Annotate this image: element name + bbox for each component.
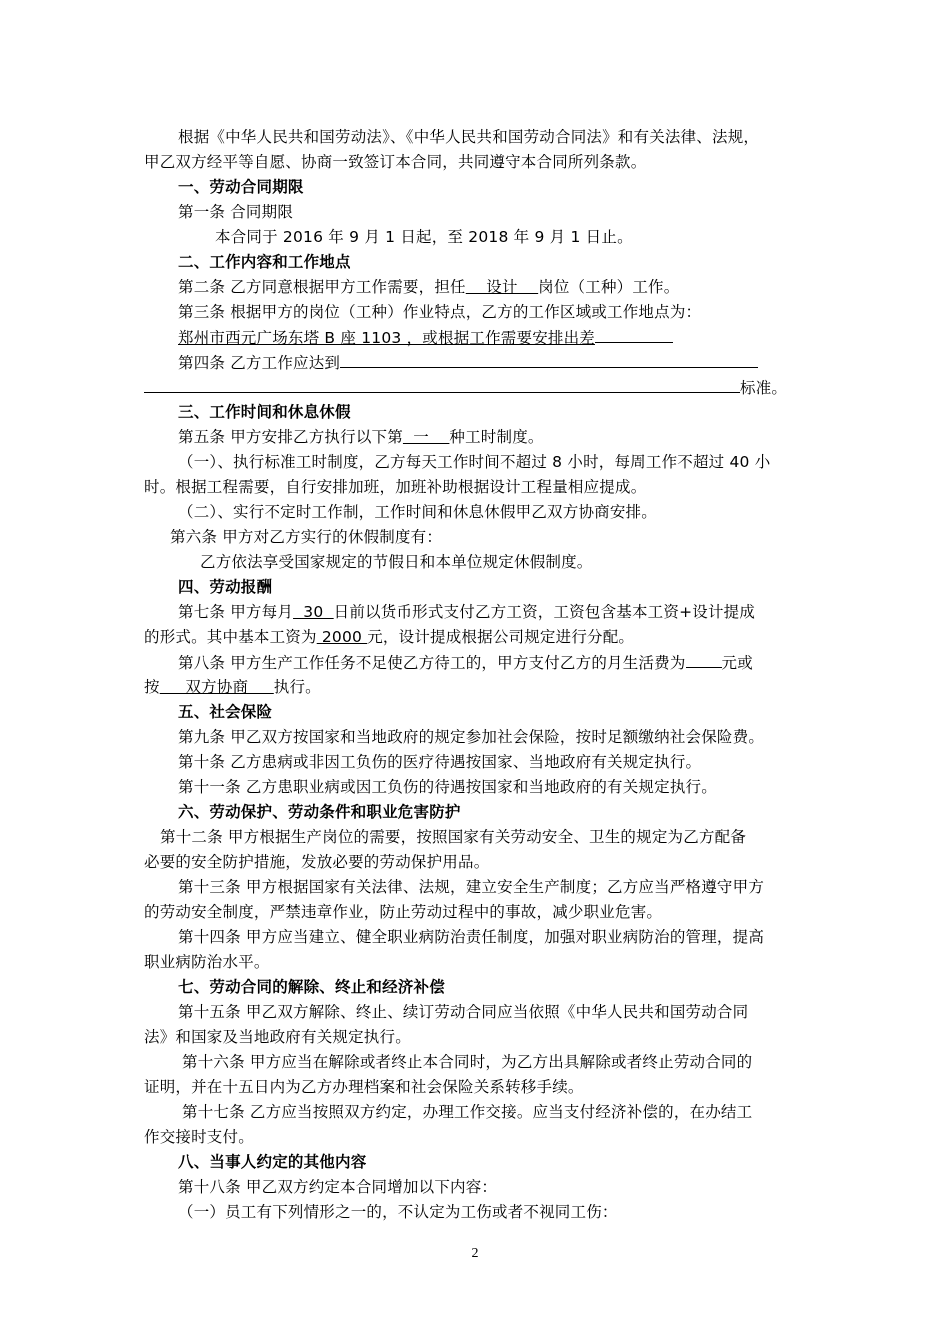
article-8-cont	[144, 676, 321, 698]
article-16a: 第十六条 甲方应当在解除或者终止本合同时，为乙方出具解除或者终止劳动合同的	[182, 1053, 753, 1071]
article-1: 第一条 合同期限	[178, 203, 294, 221]
article-9: 第九条 甲乙双方按国家和当地政府的规定参加社会保险，按时足额缴纳社会保险费。	[178, 728, 765, 746]
article-6-text: 乙方依法享受国家规定的节假日和本单位规定休假制度。	[200, 553, 593, 571]
article-5-item-2: （二）、实行不定时工作制，工作时间和休息休假甲乙双方协商安排。	[178, 503, 657, 521]
article-4-prefix: 第四条 乙方工作应达到	[178, 354, 341, 372]
article-5-item-1b: 时。根据工程需要，自行安排加班，加班补助根据设计工程量相应提成。	[144, 478, 647, 496]
article-14a: 第十四条 甲方应当建立、健全职业病防治责任制度，加强对职业病防治的管理，提高	[178, 928, 765, 946]
work-place-fill: 郑州市西元广场东塔 B 座 1103 ，或根据工作需要安排出差	[178, 329, 595, 347]
intro-line-1: 根据《中华人民共和国劳动法》、《中华人民共和国劳动合同法》和有关法律、法规，	[178, 128, 760, 146]
article-16b: 证明，并在十五日内为乙方办理档案和社会保险关系转移手续。	[144, 1078, 584, 1096]
blank-line	[686, 651, 722, 668]
article-17a: 第十七条 乙方应当按照双方约定，办理工作交接。应当支付经济补偿的，在办结工	[182, 1103, 753, 1121]
page-number: 2	[471, 1246, 479, 1261]
base-salary-fill: 2000	[316, 628, 368, 646]
article-8	[178, 651, 753, 674]
article-2-suffix: 岗位（工种）工作。	[538, 278, 680, 296]
article-5-prefix: 第五条 甲方安排乙方执行以下第	[178, 428, 403, 446]
article-12b: 必要的安全防护措施，发放必要的劳动保护用品。	[144, 853, 490, 871]
section-heading-1: 一、劳动合同期限	[178, 178, 304, 196]
article-7-suffix: 日前以货币形式支付乙方工资，工资包含基本工资+设计提成	[333, 603, 756, 621]
blank-line	[595, 326, 673, 343]
article-5	[178, 426, 544, 448]
article-5-item-1a: （一）、执行标准工时制度，乙方每天工作时间不超过 8 小时，每周工作不超过 40 小	[178, 453, 771, 471]
article-18: 第十八条 甲乙双方约定本合同增加以下内容：	[178, 1178, 498, 1196]
article-2	[178, 276, 679, 298]
blank-line	[340, 351, 758, 368]
article-4-suffix: 标准。	[740, 379, 788, 397]
section-heading-5: 五、社会保险	[178, 703, 273, 721]
article-4-cont	[144, 376, 787, 399]
article-1-term: 本合同于 2016 年 9 月 1 日起，至 2018 年 9 月 1 日止。	[215, 228, 633, 246]
article-4	[178, 351, 758, 374]
article-8-suffix: 元或	[721, 654, 753, 672]
allowance-method-fill: 双方协商	[159, 678, 274, 696]
pay-day-fill: 30	[293, 603, 334, 621]
article-6: 第六条 甲方对乙方实行的休假制度有：	[170, 528, 443, 546]
article-8-prefix: 第八条 甲方生产工作任务不足使乙方待工的，甲方支付乙方的月生活费为	[178, 654, 686, 672]
work-hour-system-fill: 一	[402, 428, 450, 446]
article-8b-prefix: 按	[144, 678, 160, 696]
section-heading-4: 四、劳动报酬	[178, 578, 273, 596]
article-11: 第十一条 乙方患职业病或因工负伤的待遇按国家和当地政府的有关规定执行。	[178, 778, 717, 796]
article-18-item-1: （一）员工有下列情形之一的，不认定为工伤或者不视同工伤：	[178, 1203, 618, 1221]
article-5-suffix: 种工时制度。	[449, 428, 544, 446]
article-15b: 法》和国家及当地政府有关规定执行。	[144, 1028, 411, 1046]
article-10: 第十条 乙方患病或非因工负伤的医疗待遇按国家、当地政府有关规定执行。	[178, 753, 702, 771]
article-8b-suffix: 执行。	[273, 678, 321, 696]
article-13a: 第十三条 甲方根据国家有关法律、法规，建立安全生产制度；乙方应当严格遵守甲方	[178, 878, 765, 896]
article-12a: 第十二条 甲方根据生产岗位的需要，按照国家有关劳动安全、卫生的规定为乙方配备	[160, 828, 747, 846]
article-2-prefix: 第二条 乙方同意根据甲方工作需要，担任	[178, 278, 466, 296]
article-14b: 职业病防治水平。	[144, 953, 270, 971]
blank-line	[144, 376, 740, 393]
article-7	[178, 601, 755, 623]
section-heading-7: 七、劳动合同的解除、终止和经济补偿	[178, 978, 445, 996]
article-13b: 的劳动安全制度，严禁违章作业，防止劳动过程中的事故，减少职业危害。	[144, 903, 663, 921]
article-7b-prefix: 的形式。其中基本工资为	[144, 628, 317, 646]
article-7b-suffix: 元，设计提成根据公司规定进行分配。	[367, 628, 635, 646]
section-heading-2: 二、工作内容和工作地点	[178, 253, 351, 271]
article-7-prefix: 第七条 甲方每月	[178, 603, 294, 621]
section-heading-3: 三、工作时间和休息休假	[178, 403, 351, 421]
article-7-cont	[144, 626, 634, 648]
article-15a: 第十五条 甲乙双方解除、终止、续订劳动合同应当依照《中华人民共和国劳动合同	[178, 1003, 749, 1021]
section-heading-8: 八、当事人约定的其他内容	[178, 1153, 367, 1171]
article-17b: 作交接时支付。	[144, 1128, 254, 1146]
section-heading-6: 六、劳动保护、劳动条件和职业危害防护	[178, 803, 461, 821]
article-3-place	[178, 326, 673, 349]
intro-line-2: 甲乙双方经平等自愿、协商一致签订本合同，共同遵守本合同所列条款。	[144, 153, 647, 171]
position-fill: 设计	[465, 278, 539, 296]
article-3: 第三条 根据甲方的岗位（工种）作业特点，乙方的工作区域或工作地点为：	[178, 303, 702, 321]
